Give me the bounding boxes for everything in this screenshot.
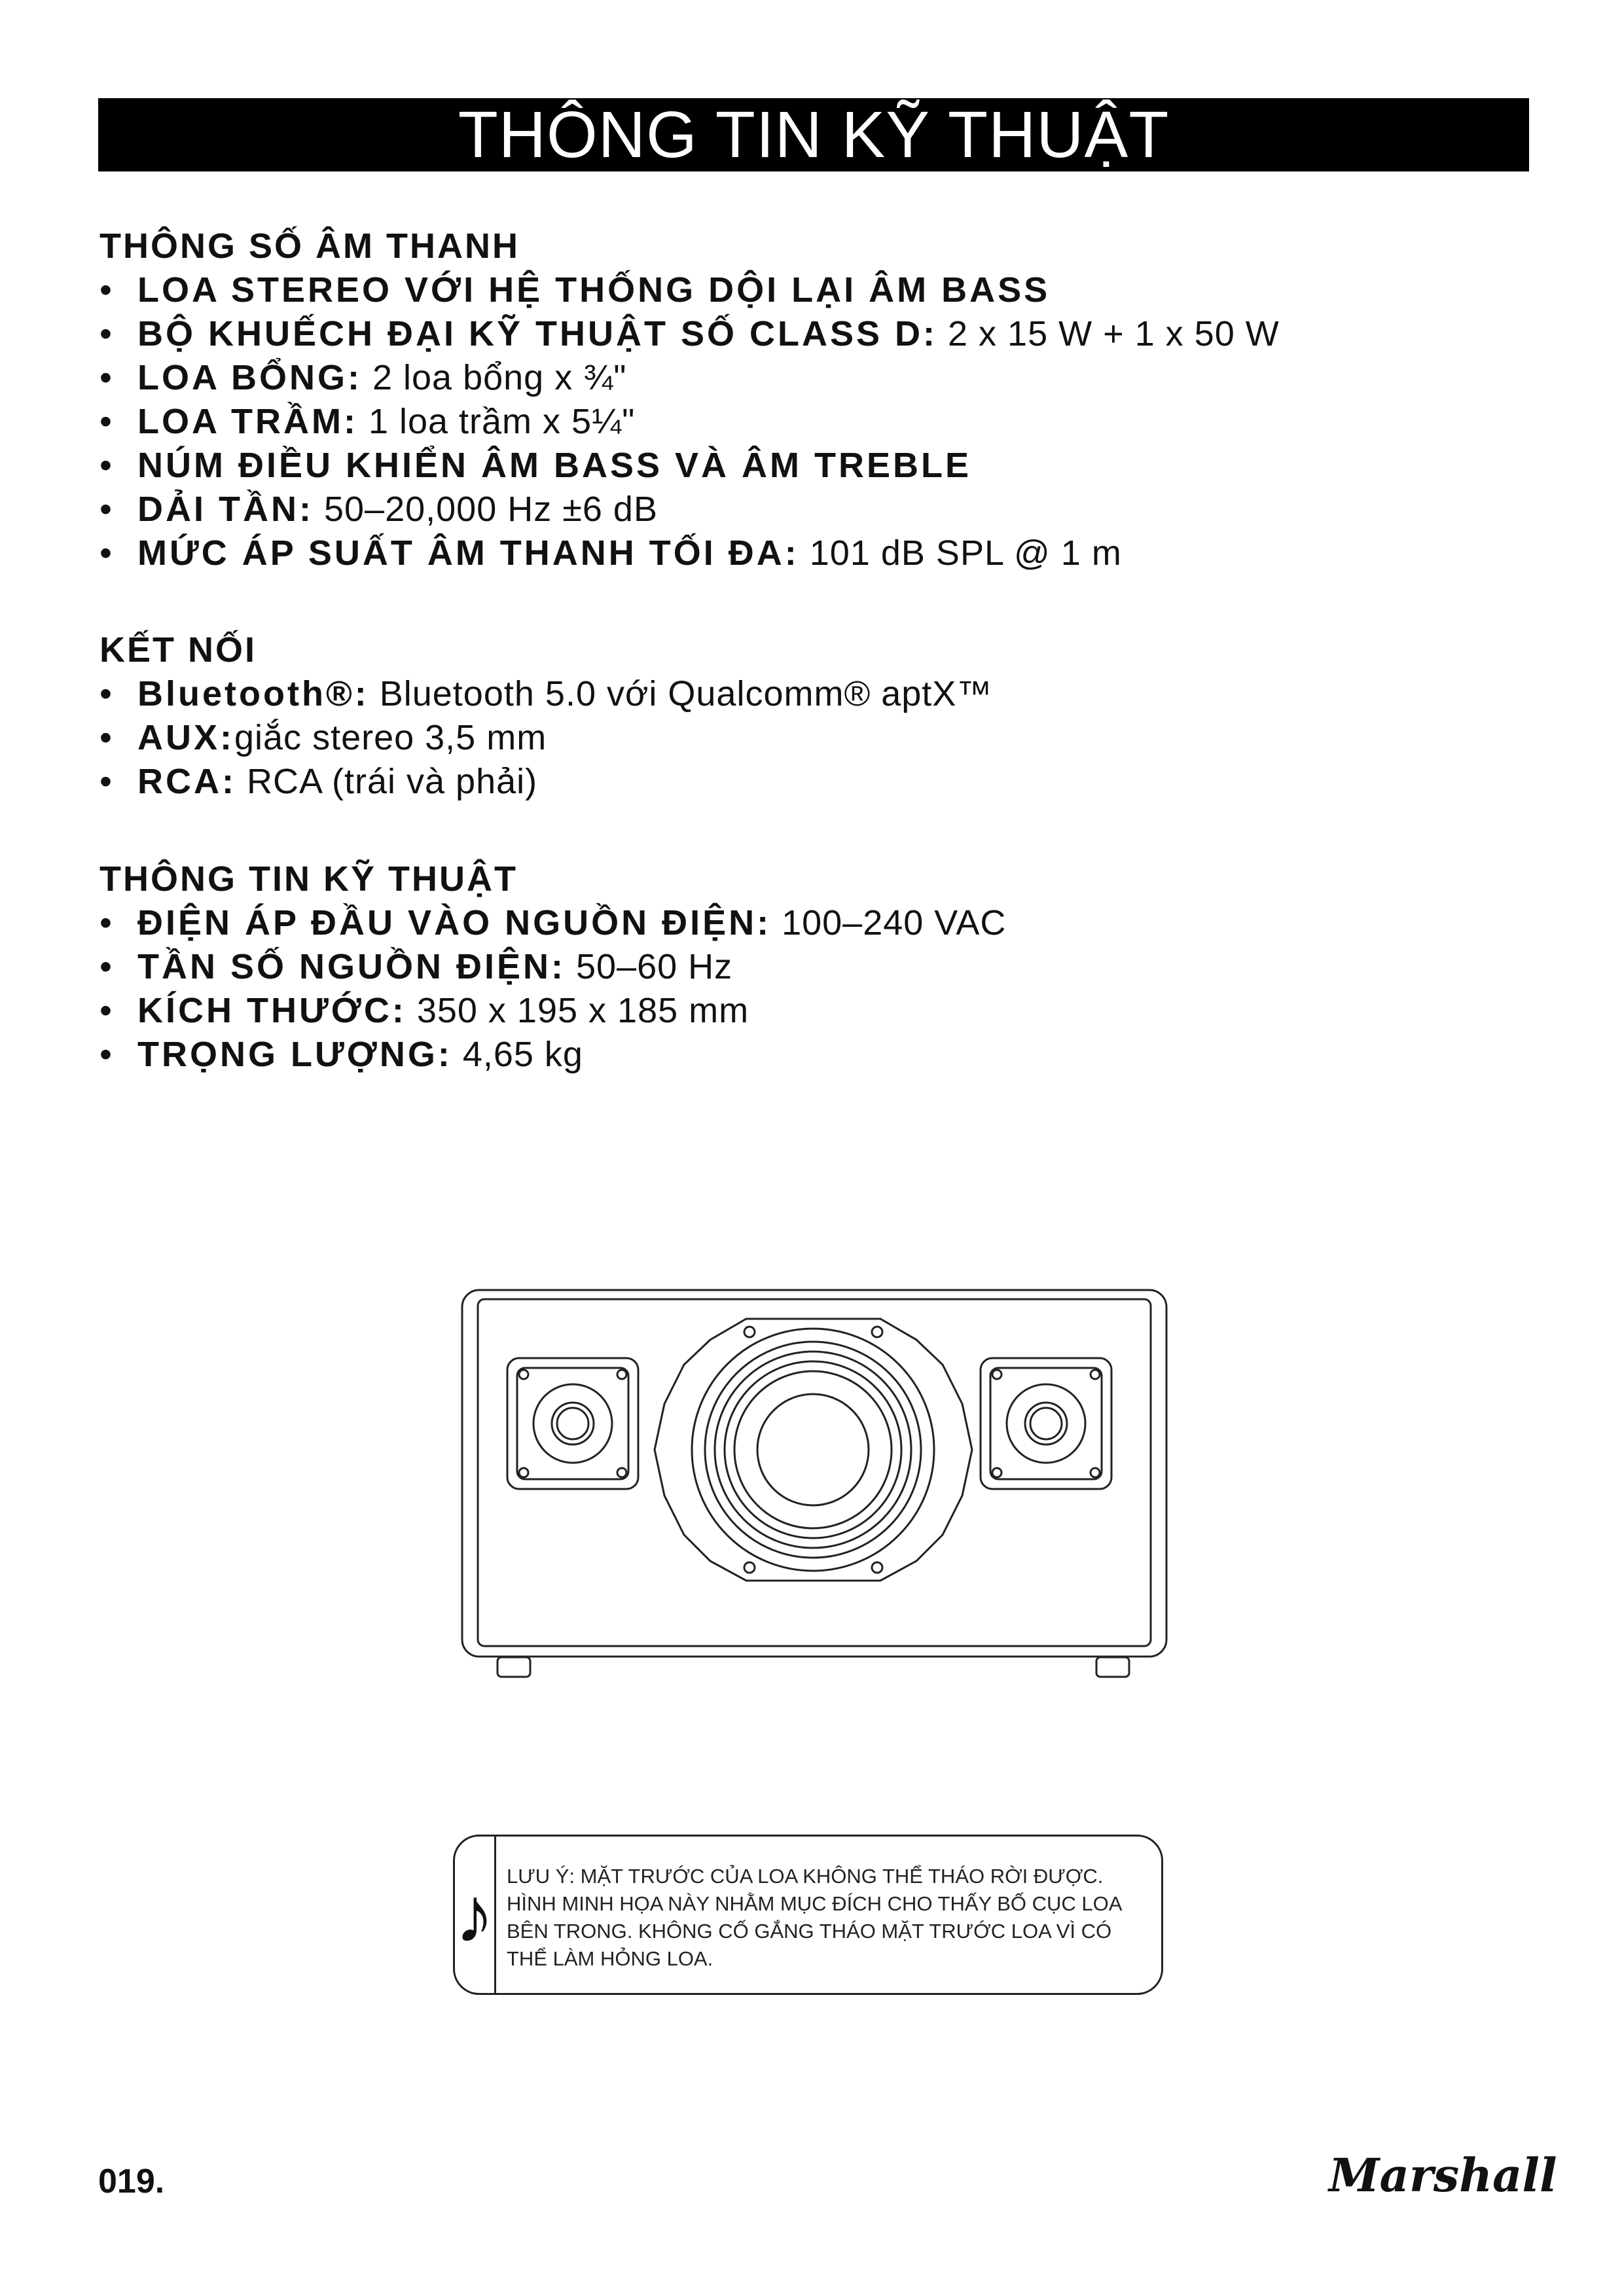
spec-item (99, 531, 1526, 575)
spec-value: 50–60 Hz (566, 947, 733, 986)
bullet-icon: • (99, 314, 112, 353)
spec-label: Bluetooth®: (137, 674, 369, 713)
bullet-icon: • (99, 490, 112, 529)
spec-item (99, 488, 1526, 531)
audio-specs-section (99, 224, 1526, 575)
bullet-icon: • (99, 674, 112, 713)
spec-value: 100–240 VAC (771, 903, 1007, 942)
spec-value: 2 loa bổng x ¾" (361, 358, 627, 397)
bullet-icon: • (99, 446, 112, 485)
marshall-logo (1322, 2140, 1557, 2212)
section-heading: THÔNG SỐ ÂM THANH (99, 226, 520, 266)
spec-label: LOA TRẦM: (137, 402, 358, 441)
section-heading: KẾT NỐI (99, 630, 257, 670)
spec-label: TẦN SỐ NGUỒN ĐIỆN: (137, 947, 566, 986)
spec-item (99, 444, 1526, 488)
bullet-icon: • (99, 358, 112, 397)
bullet-icon: • (99, 762, 112, 801)
music-note-icon: ♪ (455, 1837, 496, 1993)
bullet-icon: • (99, 991, 112, 1030)
spec-label: ĐIỆN ÁP ĐẦU VÀO NGUỒN ĐIỆN: (137, 903, 772, 942)
spec-label: LOA STEREO VỚI HỆ THỐNG DỘI LẠI ÂM BASS (137, 270, 1051, 310)
spec-label: KÍCH THƯỚC: (137, 991, 406, 1030)
spec-list (99, 268, 1526, 575)
spec-item (99, 989, 1526, 1033)
bullet-icon: • (99, 903, 112, 942)
spec-value: giắc stereo 3,5 mm (234, 718, 547, 757)
spec-list (99, 672, 1526, 804)
bullet-icon: • (99, 718, 112, 757)
page-title: THÔNG TIN KỸ THUẬT (98, 98, 1529, 171)
page-number: 019. (98, 2162, 165, 2200)
spec-item (99, 716, 1526, 760)
spec-value: RCA (trái và phải) (236, 762, 538, 801)
spec-label: LOA BỔNG: (137, 358, 362, 397)
bullet-icon: • (99, 947, 112, 986)
spec-value: 2 x 15 W + 1 x 50 W (937, 314, 1280, 353)
spec-label: NÚM ĐIỀU KHIỂN ÂM BASS VÀ ÂM TREBLE (137, 446, 972, 485)
speaker-illustration (458, 1286, 1172, 1695)
brand-text: Marshall (1329, 2148, 1557, 2202)
spec-item (99, 312, 1526, 356)
spec-item (99, 356, 1526, 400)
connectivity-section (99, 628, 1526, 804)
spec-item (99, 268, 1526, 312)
spec-label: RCA: (137, 762, 236, 801)
note-text: LƯU Ý: MẶT TRƯỚC CỦA LOA KHÔNG THỂ THÁO RỜI ĐƯỢC. HÌNH MINH HỌA NÀY NHẰM MỤC ĐÍCH CHO THẤY BỐ CỤC LOA BÊN TRONG. KHÔNG CỐ GẮNG THÁO MẶT TRƯỚC LOA VÌ CÓ THỂ LÀM HỎNG LOA. (507, 1865, 1121, 1970)
spec-item (99, 400, 1526, 444)
spec-item (99, 1033, 1526, 1077)
bullet-icon: • (99, 402, 112, 441)
spec-item (99, 672, 1526, 716)
spec-value: 101 dB SPL @ 1 m (799, 533, 1122, 573)
bullet-icon: • (99, 270, 112, 310)
spec-value: 50–20,000 Hz ±6 dB (313, 490, 658, 529)
spec-label: DẢI TẦN: (137, 490, 314, 529)
spec-label: TRỌNG LƯỢNG: (137, 1035, 452, 1074)
bullet-icon: • (99, 1035, 112, 1074)
spec-value: 350 x 195 x 185 mm (406, 991, 749, 1030)
spec-value: Bluetooth 5.0 với Qualcomm® aptX™ (369, 674, 993, 713)
bullet-icon: • (99, 533, 112, 573)
spec-value: 1 loa trầm x 5¼" (357, 402, 636, 441)
spec-label: MỨC ÁP SUẤT ÂM THANH TỐI ĐA: (137, 533, 799, 573)
spec-label: AUX: (137, 718, 234, 757)
spec-item (99, 945, 1526, 989)
spec-item (99, 901, 1526, 945)
note-box (453, 1835, 1163, 1995)
spec-item (99, 760, 1526, 804)
spec-label: BỘ KHUẾCH ĐẠI KỸ THUẬT SỐ CLASS D: (137, 314, 938, 353)
spec-value: 4,65 kg (452, 1035, 583, 1074)
spec-list (99, 901, 1526, 1077)
section-heading: THÔNG TIN KỸ THUẬT (99, 859, 518, 899)
technical-section (99, 857, 1526, 1077)
